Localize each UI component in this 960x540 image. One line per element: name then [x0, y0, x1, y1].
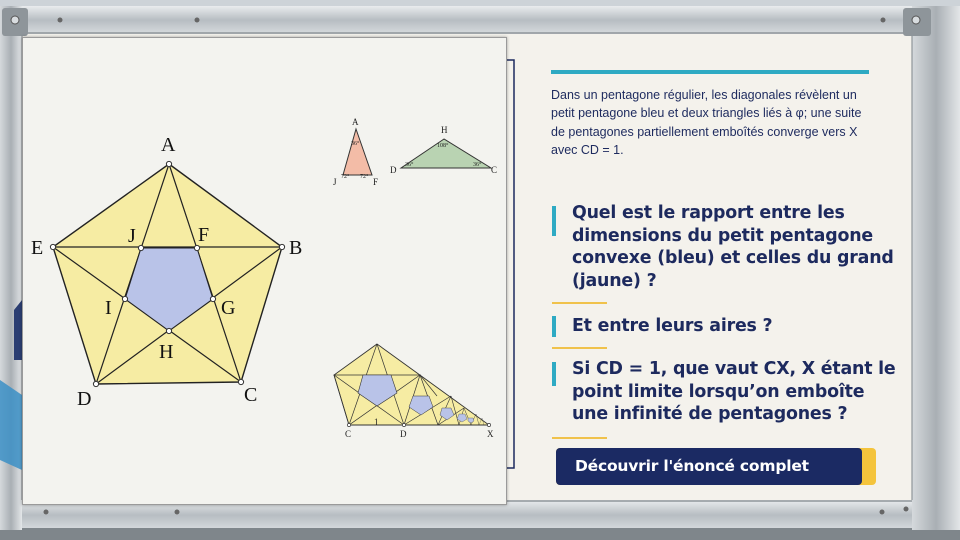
intro-text: Dans un pentagone régulier, les diagonales révèlent un petit pentagone bleu et deux triangles liés à φ; une suite de pentagones partiellement emboîtés converge vers X avec CD = 1.	[551, 88, 862, 158]
tri2-left-label: D	[390, 165, 397, 175]
separator-2	[552, 347, 607, 349]
tri2-left-angle: 36°	[405, 162, 414, 168]
nest-d-label: D	[400, 429, 407, 439]
separator-1	[552, 302, 607, 304]
tri2-right-angle: 36°	[473, 162, 482, 168]
question-1-accent	[552, 206, 556, 236]
nest-c-label: C	[345, 429, 352, 439]
question-1: Quel est le rapport entre les dimensions du petit pentagone convexe (bleu) et celles du grand (jaune) ?	[572, 203, 894, 291]
question-3: Si CD = 1, que vaut CX, X étant le point limite lorsqu’on emboîte une infinité de pentagones ?	[572, 359, 896, 425]
intro-accent-bar	[551, 70, 869, 74]
label-d: D	[77, 388, 92, 410]
golden-triangle	[343, 129, 372, 175]
tri1-left-angle: 72°	[341, 174, 350, 180]
label-i: I	[105, 297, 112, 319]
question-3-accent	[552, 362, 556, 386]
label-f: F	[198, 224, 210, 246]
separator-3	[552, 437, 607, 439]
nested-pentagons	[334, 344, 491, 427]
label-j: J	[128, 225, 136, 247]
label-a: A	[161, 134, 176, 156]
tri2-apex-angle: 108°	[437, 143, 449, 149]
tri1-right-angle: 72°	[360, 174, 369, 180]
label-c: C	[244, 384, 258, 406]
tri1-right-label: F	[373, 177, 379, 187]
tri2-right-label: C	[491, 165, 498, 175]
label-b: B	[289, 237, 303, 259]
nest-x-label: X	[487, 429, 494, 439]
tri1-apex-angle: 36°	[351, 141, 360, 147]
label-g: G	[221, 297, 236, 319]
question-2-accent	[552, 316, 556, 337]
discover-full-statement-button[interactable]: Découvrir l'énoncé complet	[556, 448, 862, 485]
label-h: H	[159, 341, 174, 363]
nest-one-label: 1	[374, 417, 379, 427]
pentagon-figures	[23, 38, 506, 504]
tri1-apex-label: A	[352, 117, 359, 127]
tri1-left-label: J	[333, 177, 337, 187]
question-2: Et entre leurs aires ?	[572, 316, 773, 336]
figure-sheet	[22, 37, 507, 505]
tri2-apex-label: H	[441, 125, 448, 135]
label-e: E	[31, 237, 44, 259]
